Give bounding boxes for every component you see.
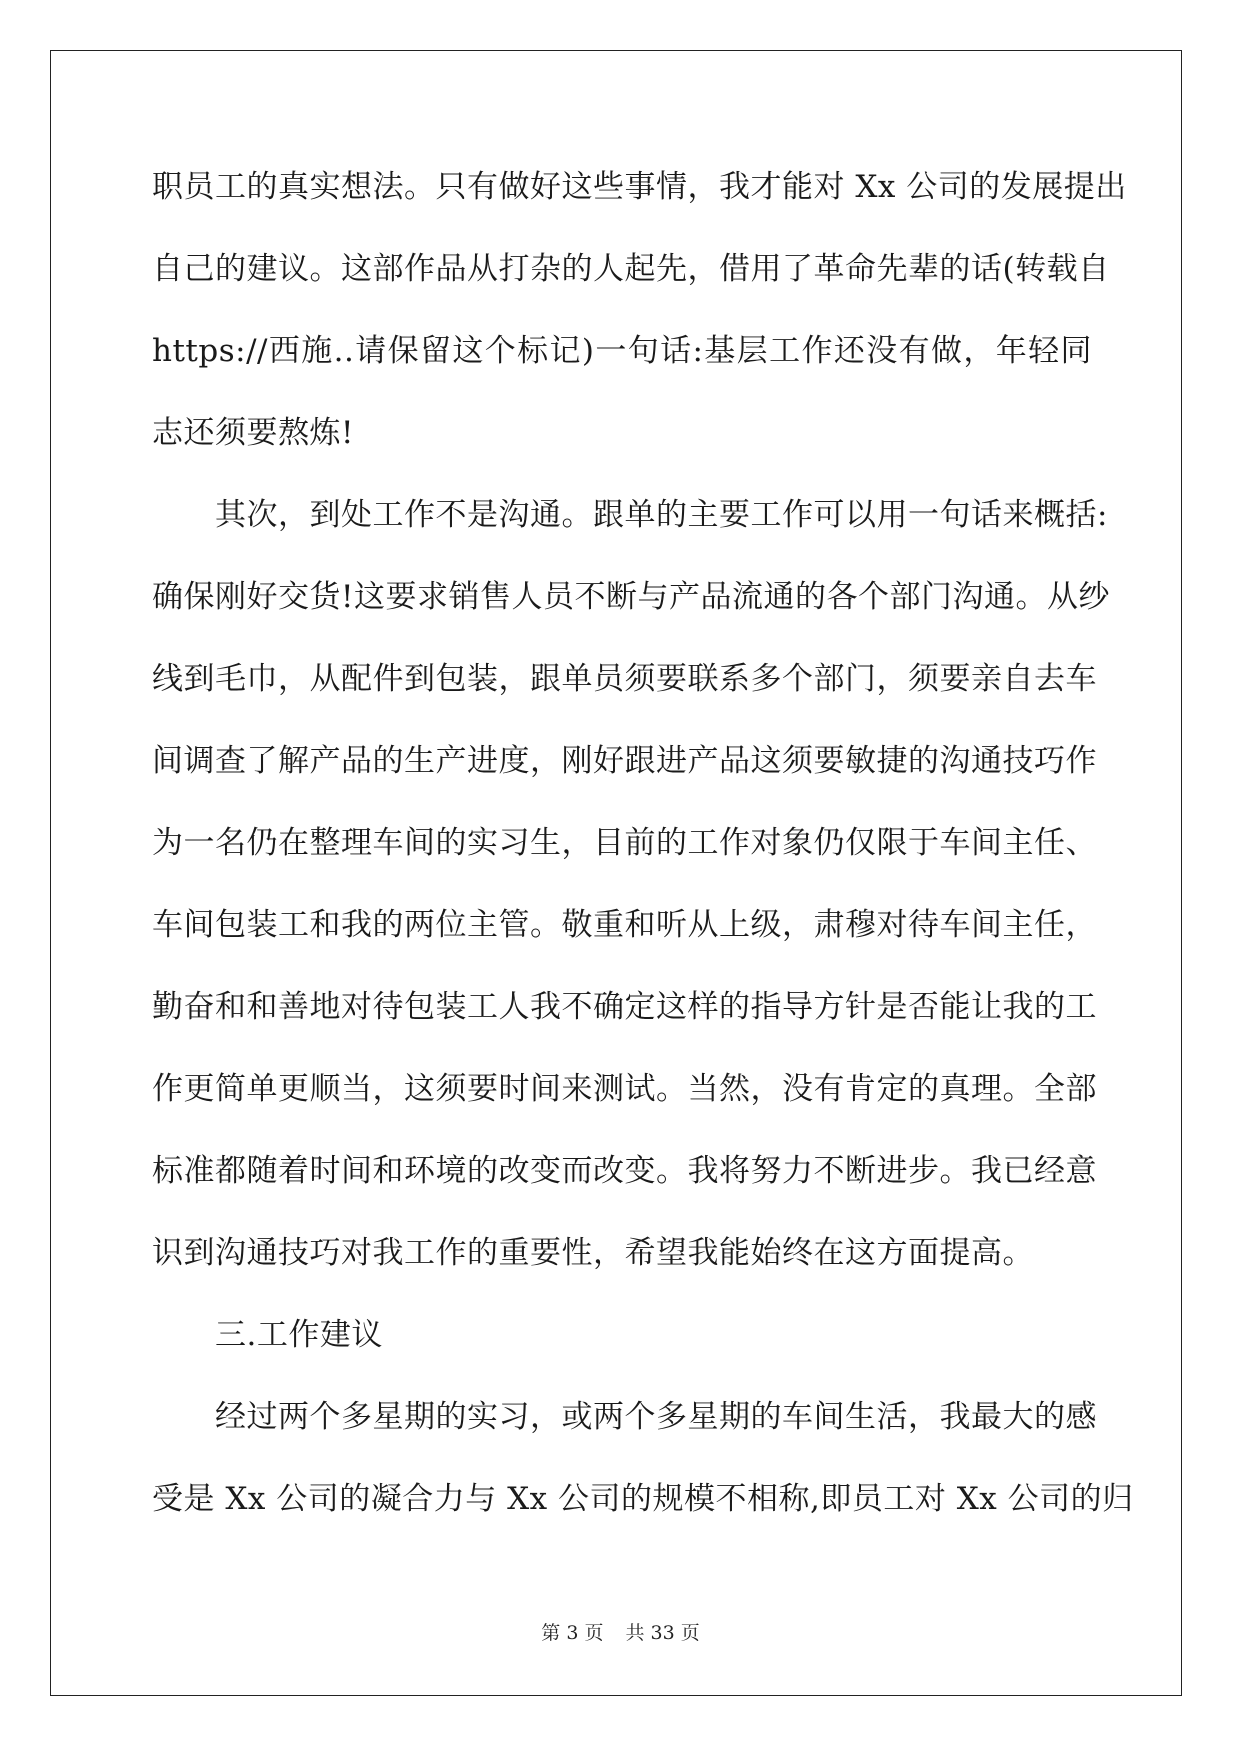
paragraph-line: 其次，到处工作不是沟通。跟单的主要工作可以用一句话来概括: — [215, 497, 1108, 533]
paragraph-line: 车间包装工和我的两位主管。敬重和听从上级，肃穆对待车间主任， — [152, 907, 1097, 943]
paragraph-line: 确保刚好交货!这要求销售人员不断与产品流通的各个部门沟通。从纱 — [152, 579, 1110, 615]
page-total: 共 33 页 — [625, 1622, 700, 1644]
page-number: 第 3 页 — [541, 1622, 604, 1644]
paragraph-line: 线到毛巾，从配件到包装，跟单员须要联系多个部门，须要亲自去车 — [152, 661, 1097, 697]
paragraph-line: 职员工的真实想法。只有做好这些事情，我才能对 Xx 公司的发展提出 — [152, 169, 1127, 205]
page-footer — [0, 1618, 1241, 1645]
section-heading: 三.工作建议 — [215, 1317, 383, 1353]
paragraph-line: https://西施..请保留这个标记)一句话:基层工作还没有做，年轻同 — [152, 333, 1092, 369]
paragraph-line: 自己的建议。这部作品从打杂的人起先，借用了革命先辈的话(转载自 — [152, 251, 1110, 287]
paragraph-line: 经过两个多星期的实习，或两个多星期的车间生活，我最大的感 — [215, 1399, 1097, 1435]
paragraph-line: 作更简单更顺当，这须要时间来测试。当然，没有肯定的真理。全部 — [152, 1071, 1097, 1107]
paragraph-line: 受是 Xx 公司的凝合力与 Xx 公司的规模不相称,即员工对 Xx 公司的归 — [152, 1481, 1134, 1517]
paragraph-line: 为一名仍在整理车间的实习生，目前的工作对象仍仅限于车间主任、 — [152, 825, 1097, 861]
paragraph-line: 标准都随着时间和环境的改变而改变。我将努力不断进步。我已经意 — [152, 1153, 1097, 1189]
document-body — [152, 162, 1134, 1556]
paragraph-line: 间调查了解产品的生产进度，刚好跟进产品这须要敏捷的沟通技巧作 — [152, 743, 1097, 779]
paragraph-line: 志还须要熬炼! — [152, 415, 354, 451]
paragraph-line: 识到沟通技巧对我工作的重要性，希望我能始终在这方面提高。 — [152, 1235, 1034, 1271]
paragraph-line: 勤奋和和善地对待包装工人我不确定这样的指导方针是否能让我的工 — [152, 989, 1097, 1025]
